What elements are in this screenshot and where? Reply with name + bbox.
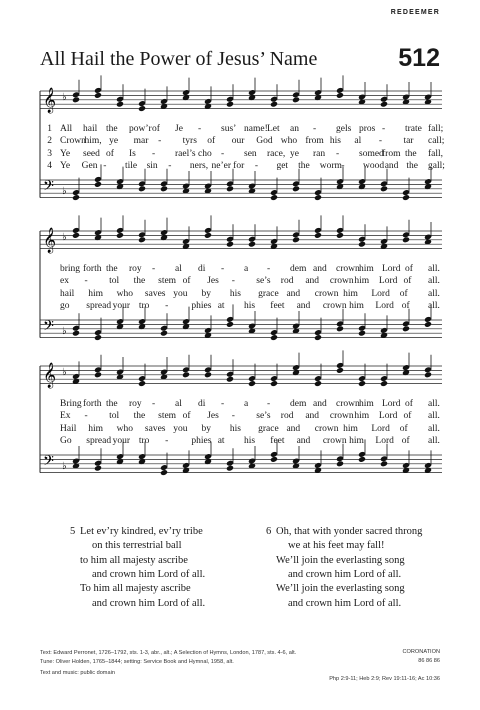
- lyric-syllable: him: [88, 288, 104, 299]
- lyric-syllable: ye: [290, 148, 299, 159]
- section-label: REDEEMER: [390, 9, 440, 16]
- lyric-syllable: all.: [428, 411, 440, 422]
- lyric-syllable: by: [201, 423, 212, 434]
- lyric-syllable: the: [133, 276, 146, 287]
- treble-clef-icon: 𝄞: [43, 228, 57, 253]
- lyric-syllable: dem: [290, 399, 307, 409]
- lyric-syllable: who: [280, 136, 298, 147]
- lyric-syllable: tro: [138, 300, 150, 311]
- lyric-syllable: his: [329, 136, 341, 147]
- lyric-syllable: the: [106, 399, 118, 409]
- tune-meter: 86 86 86: [418, 658, 440, 664]
- hymn-title: All Hail the Power of Jesus’ Name: [40, 48, 318, 70]
- lyric-syllable: our: [231, 136, 245, 147]
- lyric-syllable: and: [286, 423, 301, 434]
- lyric-syllable: -: [378, 136, 383, 147]
- lyric-syllable: ners,: [189, 160, 209, 171]
- tune-name: CORONATION: [402, 649, 440, 655]
- lyric-syllable: stem: [158, 411, 177, 422]
- lyric-syllable: saves: [144, 288, 166, 299]
- lyric-syllable: -: [221, 399, 225, 409]
- lyric-syllable: ran: [313, 148, 326, 159]
- lyric-syllable: crown: [336, 399, 360, 409]
- lyric-syllable: him: [354, 411, 370, 422]
- lyric-syllable: tyrs: [182, 136, 197, 147]
- flat-icon: ♭: [62, 367, 67, 378]
- lyric-syllable: -: [168, 160, 172, 171]
- lyric-syllable: crown: [336, 264, 360, 274]
- lyric-line: [40, 263, 442, 275]
- lyric-syllable: ye: [109, 136, 119, 147]
- lyric-line: [40, 135, 445, 147]
- lyric-syllable: gels: [336, 124, 352, 134]
- lyric-syllable: by: [201, 288, 212, 299]
- lyric-syllable: him,: [84, 136, 102, 147]
- lyric-syllable: and: [305, 411, 320, 422]
- lyric-line: [40, 123, 442, 135]
- lyric-syllable: him: [343, 423, 358, 434]
- lyric-syllable: all.: [428, 264, 440, 274]
- lyric-syllable: Jes: [207, 276, 219, 287]
- lyric-syllable: worm: [319, 160, 342, 171]
- stanza-number: 6: [266, 526, 272, 537]
- lyric-syllable: All: [60, 124, 73, 134]
- lyric-syllable: tile: [124, 160, 138, 171]
- lyric-syllable: spread: [86, 300, 112, 311]
- lyric-syllable: -: [313, 124, 317, 134]
- lyric-syllable: all.: [428, 300, 440, 311]
- lyric-syllable: crown: [329, 276, 354, 287]
- lyric-syllable: Hail: [60, 423, 77, 434]
- lyric-syllable: -: [382, 124, 386, 134]
- lyric-syllable: his: [229, 288, 241, 299]
- lyric-syllable: all.: [428, 423, 440, 434]
- lyric-syllable: from: [305, 136, 324, 147]
- lyric-syllable: grace: [258, 423, 279, 434]
- lyric-syllable: Lord: [371, 288, 390, 299]
- lyric-syllable: ex: [60, 276, 69, 287]
- lyric-syllable: a: [244, 264, 249, 274]
- lyric-syllable: -: [336, 148, 340, 159]
- lyric-syllable: Let: [267, 124, 280, 134]
- lyric-syllable: Go: [60, 435, 72, 446]
- lyric-syllable: of: [182, 411, 191, 422]
- lyric-syllable: you: [173, 288, 188, 299]
- lyric-syllable: Ye: [60, 148, 71, 159]
- lyric-syllable: crown: [314, 288, 339, 299]
- lyric-syllable: phies: [191, 435, 212, 446]
- lyric-syllable: Bring: [60, 399, 82, 409]
- lyric-syllable: the: [405, 148, 417, 159]
- lyric-syllable: roy: [129, 399, 142, 409]
- lyric-syllable: -: [152, 399, 156, 409]
- treble-notes: [72, 215, 432, 249]
- lyric-line: [40, 300, 442, 312]
- lyric-syllable: -: [152, 264, 156, 274]
- lyric-line: [40, 398, 442, 410]
- lyric-syllable: Crown: [60, 136, 86, 147]
- lyric-syllable: his: [244, 300, 256, 311]
- lyric-syllable: of: [403, 276, 412, 287]
- lyric-syllable: hail: [60, 288, 75, 299]
- lyric-syllable: at: [217, 435, 225, 446]
- lyric-syllable: sin: [146, 160, 158, 171]
- lyric-syllable: of: [152, 124, 160, 134]
- lyric-syllable: of: [182, 276, 191, 287]
- stanza-line: We’ll join the everlasting song: [276, 554, 405, 566]
- lyric-syllable: Lord: [375, 435, 394, 446]
- lyric-syllable: Is: [129, 148, 136, 159]
- stanza-line: To him all majesty ascribe: [80, 583, 191, 595]
- lyric-syllable: Ex: [60, 411, 71, 422]
- flat-icon: ♭: [62, 232, 67, 243]
- stanza-line: and crown him Lord of all.: [92, 568, 206, 580]
- flat-icon: ♭: [62, 326, 67, 337]
- lyric-syllable: of: [401, 300, 410, 311]
- lyric-syllable: se’s: [256, 411, 271, 422]
- lyric-syllable: and: [305, 276, 320, 287]
- rights-notice: Text and music: public domain: [40, 670, 115, 676]
- lyric-syllable: forth: [83, 264, 102, 274]
- lyric-syllable: Lord: [378, 411, 398, 422]
- lyric-syllable: stem: [158, 276, 177, 287]
- lyric-syllable: tol: [109, 411, 120, 422]
- lyric-syllable: race,: [267, 148, 286, 159]
- lyric-syllable: his: [244, 435, 256, 446]
- lyric-syllable: -: [198, 124, 202, 134]
- lyric-line: [40, 160, 445, 172]
- stanza-line: We’ll join the everlasting song: [276, 583, 405, 595]
- lyric-syllable: trate: [405, 124, 422, 134]
- lyric-syllable: name!: [244, 124, 268, 134]
- lyric-syllable: al: [175, 399, 182, 409]
- lyric-syllable: di: [198, 264, 206, 274]
- lyric-syllable: al: [354, 136, 362, 147]
- lyric-syllable: and: [296, 300, 311, 311]
- lyric-syllable: -: [231, 276, 235, 287]
- lyric-line: [40, 423, 442, 435]
- lyric-syllable: sus’: [221, 124, 237, 134]
- lyric-syllable: get: [276, 160, 289, 171]
- lyric-line: [40, 288, 442, 300]
- lyric-syllable: your: [112, 300, 130, 311]
- stanza-line: and crown him Lord of all.: [288, 597, 402, 609]
- lyric-syllable: Jes: [207, 411, 219, 422]
- lyric-syllable: and: [313, 399, 327, 409]
- lyric-syllable: phies: [191, 300, 212, 311]
- lyric-syllable: fall,: [428, 148, 444, 159]
- lyric-syllable: who: [116, 288, 133, 299]
- lyric-syllable: crown: [329, 411, 354, 422]
- lyric-syllable: sen: [244, 148, 257, 159]
- lyric-syllable: your: [112, 435, 130, 446]
- stanza-line: Oh, that with yonder sacred throng: [276, 526, 423, 537]
- lyric-syllable: go: [60, 300, 70, 311]
- lyric-syllable: -: [231, 411, 235, 422]
- lyric-syllable: the: [298, 160, 310, 171]
- lyric-syllable: rod: [280, 411, 294, 422]
- lyric-syllable: gall;: [428, 160, 445, 171]
- lyric-syllable: tro: [138, 435, 150, 446]
- lyric-syllable: and: [296, 435, 311, 446]
- lyric-syllable: rael’s: [175, 148, 196, 159]
- lyric-syllable: -: [103, 160, 107, 171]
- stanza-number: 3: [47, 148, 52, 159]
- lyric-syllable: at: [217, 300, 225, 311]
- lyric-syllable: who: [116, 423, 133, 434]
- lyric-syllable: Gen: [81, 160, 98, 171]
- lyric-syllable: him: [343, 288, 358, 299]
- bass-clef-icon: 𝄢: [43, 318, 54, 338]
- lyric-syllable: Ye: [60, 160, 71, 171]
- lyric-syllable: him: [349, 300, 364, 311]
- lyric-syllable: -: [165, 300, 169, 311]
- lyric-syllable: of: [401, 435, 410, 446]
- lyric-syllable: crown: [322, 300, 347, 311]
- lyric-line: [40, 275, 442, 287]
- lyric-syllable: fall;: [428, 124, 444, 134]
- lyric-syllable: feet: [270, 300, 285, 311]
- lyric-syllable: pow’r: [129, 124, 152, 134]
- lyric-syllable: you: [173, 423, 188, 434]
- lyric-syllable: of: [207, 136, 216, 147]
- bass-clef-icon: 𝄢: [43, 453, 54, 473]
- lyric-syllable: di: [198, 399, 206, 409]
- lyric-syllable: Lord: [375, 300, 394, 311]
- lyric-syllable: and: [286, 288, 301, 299]
- lyric-syllable: and: [384, 160, 399, 171]
- bass-clef-icon: 𝄢: [43, 178, 54, 198]
- lyric-syllable: -: [84, 411, 88, 422]
- lyric-syllable: all.: [428, 288, 440, 299]
- lyric-syllable: of: [405, 264, 413, 274]
- lyric-syllable: forth: [83, 399, 102, 409]
- lyric-syllable: seed: [83, 148, 100, 159]
- lyric-syllable: -: [221, 264, 225, 274]
- lyric-syllable: him: [359, 399, 374, 409]
- lyric-syllable: bring: [60, 264, 81, 274]
- lyric-syllable: spread: [86, 435, 112, 446]
- lyric-syllable: all.: [428, 399, 440, 409]
- lyric-syllable: from: [382, 148, 401, 159]
- treble-notes: [72, 350, 432, 387]
- stanza-line: and crown him Lord of all.: [288, 568, 402, 580]
- lyric-syllable: Je: [175, 124, 183, 134]
- lyric-syllable: of: [399, 288, 408, 299]
- lyric-syllable: all.: [428, 276, 440, 287]
- lyric-syllable: the: [106, 264, 118, 274]
- stanza-number: 4: [47, 160, 52, 171]
- lyric-syllable: -: [254, 160, 258, 171]
- stanza-line: to him all majesty ascribe: [80, 554, 188, 566]
- flat-icon: ♭: [62, 461, 67, 472]
- lyric-syllable: se’s: [256, 276, 271, 287]
- lyric-syllable: roy: [129, 264, 142, 274]
- lyric-syllable: call;: [428, 136, 445, 147]
- lyric-syllable: him: [354, 276, 370, 287]
- lyric-syllable: a: [244, 399, 249, 409]
- lyric-syllable: for: [233, 160, 245, 171]
- lyric-syllable: -: [341, 160, 345, 171]
- lyric-syllable: -: [165, 435, 169, 446]
- lyric-syllable: him: [88, 423, 104, 434]
- stanza-line: and crown him Lord of all.: [92, 597, 206, 609]
- lyric-syllable: his: [229, 423, 241, 434]
- lyric-line: [40, 148, 442, 160]
- lyric-syllable: of: [403, 411, 412, 422]
- lyric-syllable: the: [106, 124, 118, 134]
- scripture-references: Php 2:9-11; Heb 2:9; Rev 19:11-16; Ac 10:36: [329, 676, 440, 682]
- lyric-syllable: feet: [270, 435, 285, 446]
- lyric-line: [40, 410, 442, 422]
- lyric-syllable: dem: [290, 264, 307, 274]
- lyric-syllable: grace: [258, 288, 279, 299]
- lyric-syllable: hail: [83, 124, 98, 134]
- stanza-number: 2: [47, 136, 52, 147]
- stanza-line: we at his feet may fall!: [288, 540, 385, 552]
- lyric-syllable: rod: [280, 276, 294, 287]
- stanza-line: on this terrestrial ball: [92, 540, 182, 552]
- lyric-syllable: mar: [133, 136, 149, 147]
- lyric-syllable: saves: [144, 423, 166, 434]
- lyric-syllable: God: [256, 136, 273, 147]
- flat-icon: ♭: [62, 186, 67, 197]
- lyric-syllable: tar: [403, 136, 414, 147]
- lyric-syllable: ne’er: [211, 160, 232, 171]
- lyric-syllable: -: [84, 276, 88, 287]
- lyric-syllable: and: [313, 264, 327, 274]
- tune-credit: Tune: Oliver Holden, 1765–1844; setting: Service Book and Hymnal, 1958, alt.: [40, 659, 234, 665]
- lyric-syllable: wood: [363, 160, 385, 171]
- lyric-syllable: crown: [314, 423, 339, 434]
- lyric-syllable: somed: [359, 148, 384, 159]
- hymn-number: 512: [398, 44, 440, 72]
- treble-clef-icon: 𝄞: [43, 88, 57, 113]
- treble-notes: [72, 75, 432, 112]
- lyric-syllable: all.: [428, 435, 440, 446]
- treble-clef-icon: 𝄞: [43, 363, 57, 388]
- lyric-syllable: -: [152, 148, 156, 159]
- stanza-number: 1: [47, 124, 52, 134]
- lyric-syllable: -: [267, 399, 271, 409]
- flat-icon: ♭: [62, 92, 67, 103]
- lyric-syllable: Lord: [371, 423, 390, 434]
- credits: [40, 649, 440, 678]
- stanza-number: 5: [70, 526, 76, 537]
- lyric-syllable: pros: [359, 124, 376, 134]
- lyric-syllable: Lord: [382, 264, 401, 274]
- lyric-syllable: of: [106, 148, 114, 159]
- lyric-syllable: cho: [198, 148, 212, 159]
- lyric-syllable: Lord: [382, 399, 401, 409]
- lyric-syllable: tol: [109, 276, 120, 287]
- lyric-syllable: the: [133, 411, 146, 422]
- lyric-syllable: the: [406, 160, 418, 171]
- lyric-syllable: crown: [322, 435, 347, 446]
- lyric-syllable: al: [175, 264, 182, 274]
- lyric-syllable: of: [405, 399, 413, 409]
- lyric-syllable: him: [359, 264, 374, 274]
- lyric-syllable: -: [267, 264, 271, 274]
- lyric-syllable: of: [399, 423, 408, 434]
- lyric-syllable: Lord: [378, 276, 398, 287]
- lyric-line: [40, 435, 442, 447]
- stanza-line: Let ev’ry kindred, ev’ry tribe: [80, 526, 203, 537]
- text-credit: Text: Edward Perronet, 1726–1792, sts. 1-3, abr., alt.; A Selection of Hymns, London, 1787, sts. 4-6, alt.: [40, 650, 297, 656]
- lyric-syllable: an: [290, 124, 299, 134]
- lyric-syllable: him: [349, 435, 364, 446]
- lyric-syllable: -: [221, 148, 225, 159]
- lyric-syllable: -: [158, 136, 162, 147]
